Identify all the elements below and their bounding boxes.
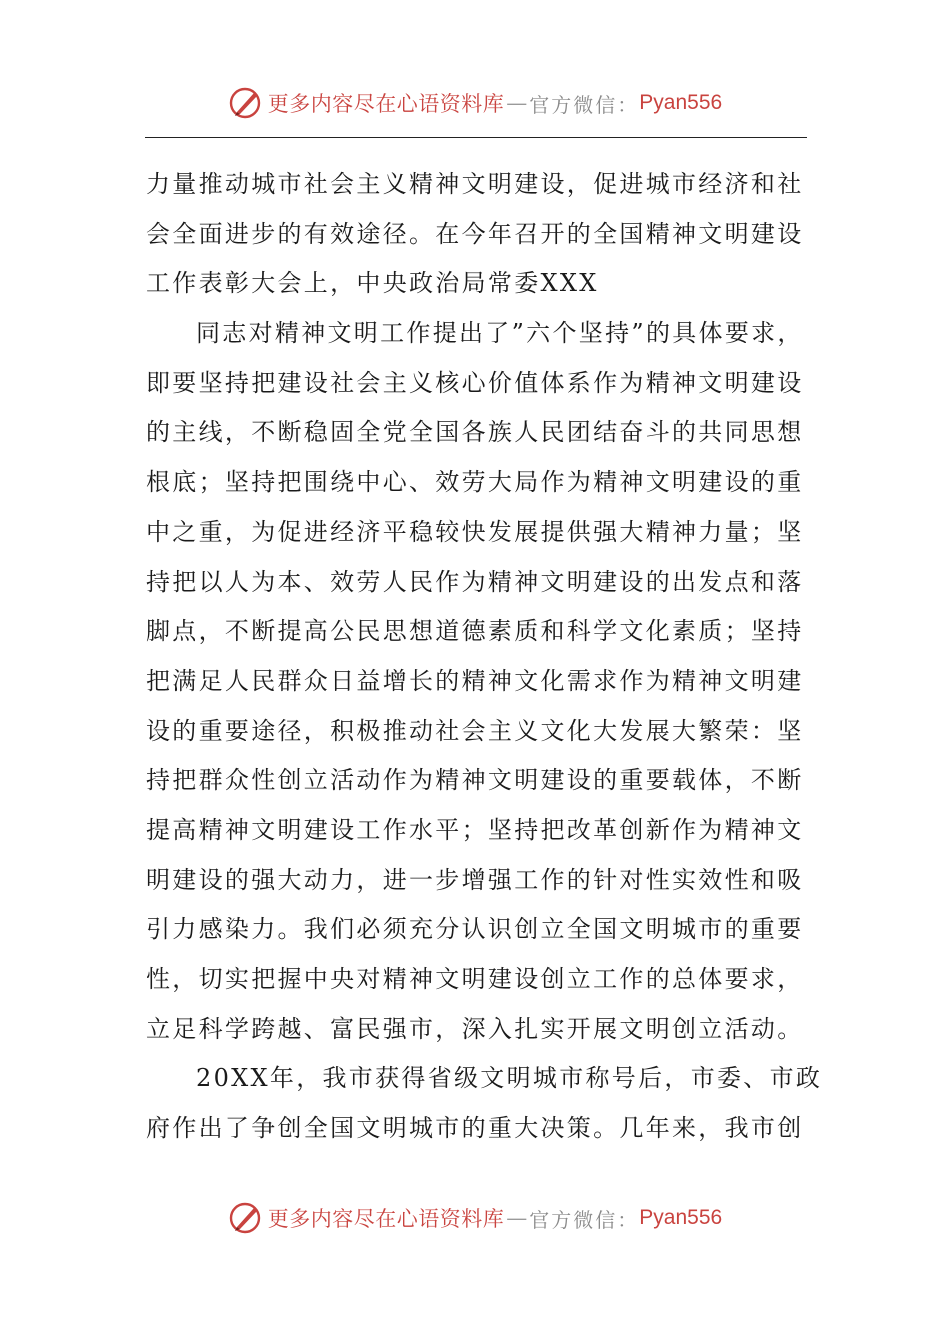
pen-circle-logo-icon xyxy=(228,1200,264,1236)
site-title: 更多内容尽在心语资料库 xyxy=(267,1207,505,1231)
text-line: 的主线，不断稳固全党全国各族人民团结奋斗的共同思想 xyxy=(146,418,804,447)
text-line: 持把群众性创立活动作为精神文明建设的重要载体，不断 xyxy=(146,766,804,795)
text-line: 即要坚持把建设社会主义核心价值体系作为精神文明建设 xyxy=(146,368,804,397)
text-line: 提高精神文明建设工作水平；坚持把改革创新作为精神文 xyxy=(146,815,804,844)
text-line: 根底；坚持把围绕中心、效劳大局作为精神文明建设的重 xyxy=(146,468,804,497)
wechat-id: Pyan556 xyxy=(639,1206,723,1229)
site-title: 更多内容尽在心语资料库 xyxy=(267,92,505,116)
wechat-id: Pyan556 xyxy=(639,91,723,114)
text-line: 设的重要途径，积极推动社会主义文化大发展大繁荣：坚 xyxy=(146,716,804,745)
text-line: 中之重，为促进经济平稳较快发展提供强大精神力量；坚 xyxy=(146,517,804,546)
footer-banner xyxy=(0,1196,950,1240)
text-line: 会全面进步的有效途径。在今年召开的全国精神文明建设 xyxy=(146,219,804,248)
separator-dash: — xyxy=(506,1206,528,1230)
text-line: 性，切实把握中央对精神文明建设创立工作的总体要求， xyxy=(146,965,804,993)
pen-circle-logo-icon xyxy=(228,85,264,121)
header-banner xyxy=(0,81,950,125)
text-line: 工作表彰大会上，中央政治局常委XXX xyxy=(146,269,599,298)
paragraph-start-line: 20XX年，我市获得省级文明城市称号后，市委、市政 xyxy=(196,1064,823,1093)
text-line: 持把以人为本、效劳人民作为精神文明建设的出发点和落 xyxy=(146,567,804,596)
text-line: 力量推动城市社会主义精神文明建设，促进城市经济和社 xyxy=(146,170,804,198)
text-line: 立足科学跨越、富民强市，深入扎实开展文明创立活动。 xyxy=(146,1014,804,1043)
text-line: 把满足人民群众日益增长的精神文化需求作为精神文明建 xyxy=(146,666,804,695)
separator-dash: — xyxy=(506,91,528,115)
text-line: 府作出了争创全国文明城市的重大决策。几年来，我市创 xyxy=(146,1114,804,1143)
text-line: 引力感染力。我们必须充分认识创立全国文明城市的重要 xyxy=(146,915,804,944)
text-line: 明建设的强大动力，进一步增强工作的针对性实效性和吸 xyxy=(146,865,804,894)
document-body xyxy=(146,160,823,1154)
text-line: 脚点，不断提高公民思想道德素质和科学文化素质；坚持 xyxy=(146,617,804,646)
wechat-label: 官方微信： xyxy=(529,92,640,117)
paragraph-start-line: 同志对精神文明工作提出了”六个坚持”的具体要求， xyxy=(196,319,804,348)
header-divider xyxy=(145,137,807,138)
wechat-label: 官方微信： xyxy=(529,1207,640,1232)
